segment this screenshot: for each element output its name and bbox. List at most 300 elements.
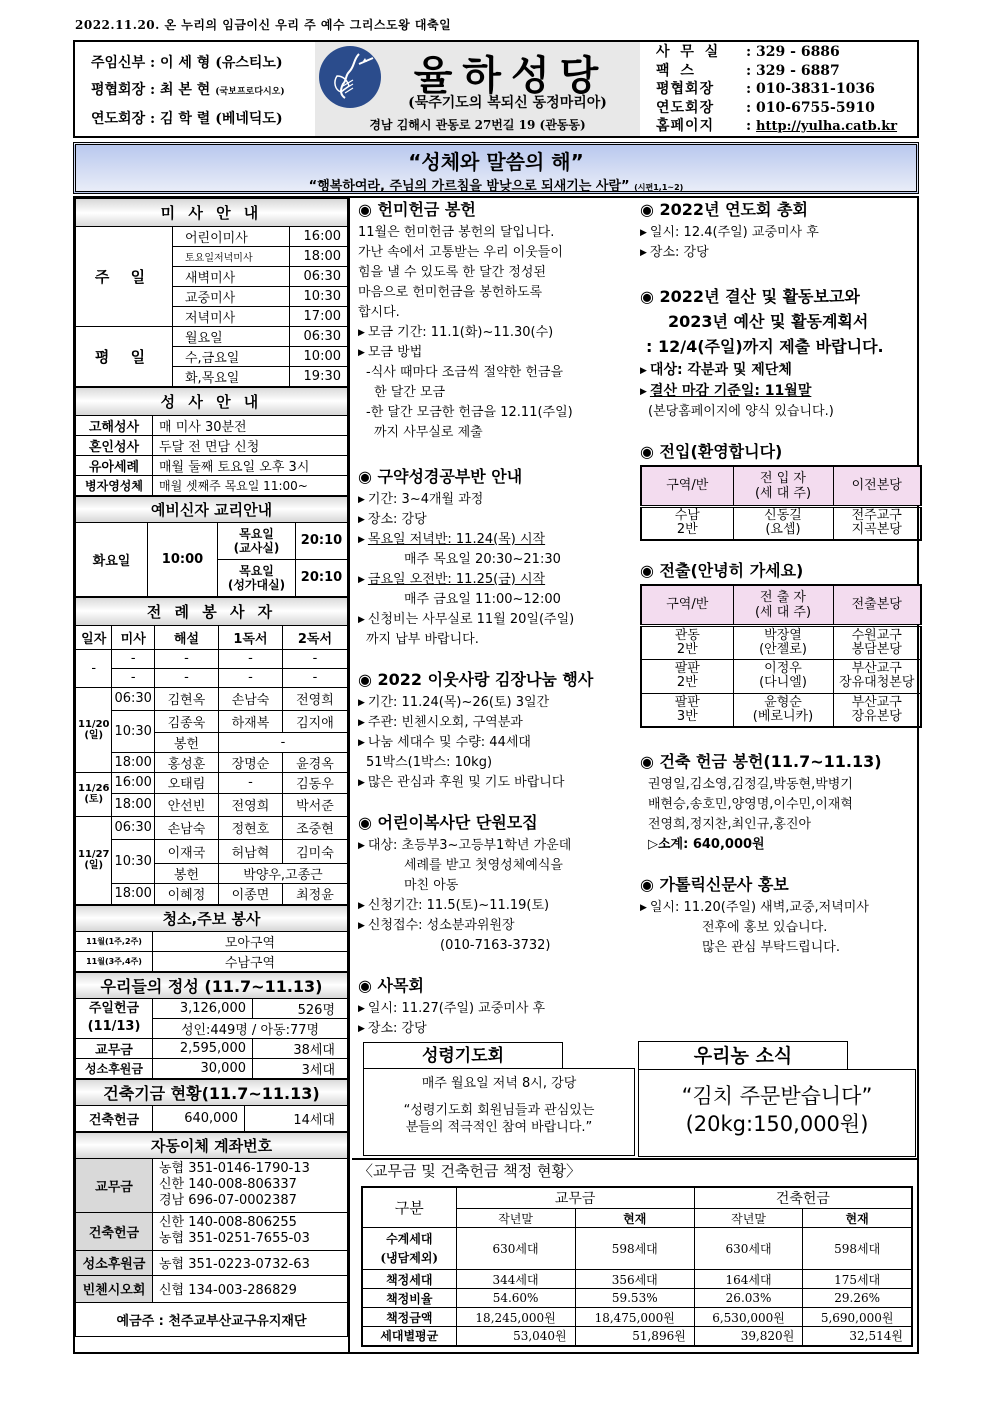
row-label: 책정금액: [362, 1308, 456, 1327]
contact-homepage: [656, 117, 917, 137]
sunday-label: 주 일: [76, 227, 173, 327]
reader1: -: [218, 772, 282, 793]
notice-line: 많은 관심 부탁드립니다.: [702, 940, 840, 955]
table-cell: [833, 506, 921, 540]
parish: 장유대청본당: [839, 675, 915, 690]
mass-schedule-table: [75, 198, 348, 387]
column-header: 작년말: [456, 1209, 575, 1228]
offertory-label: 봉헌: [154, 732, 218, 752]
bullet-text: 장소: 강당: [367, 512, 427, 527]
room-label: (교사실): [233, 540, 280, 555]
account-number: 농협 351-0251-7655-03: [159, 1231, 310, 1246]
reader2: 김지애: [282, 710, 347, 732]
bullet-line: [358, 693, 634, 713]
bullet-text: 모금 기간: 11.1(화)~11.30(수): [367, 325, 554, 340]
parish: 봉담본당: [851, 641, 902, 657]
notice-altar-servers: [358, 811, 634, 956]
parish: 장유본당: [851, 708, 902, 724]
notice-title: ◉ 구약성경공부반 안내: [358, 467, 523, 486]
account-number: 신한 140-008-806255: [159, 1215, 297, 1230]
bullet-icon: ▶: [640, 903, 647, 913]
column-header: 교무금: [456, 1187, 694, 1209]
clergy-list: [75, 42, 315, 136]
bullet-line: [358, 490, 634, 510]
column-header: 건축헌금: [694, 1187, 912, 1209]
value: 18,245,000원: [456, 1308, 575, 1327]
theme-title: “성체와 말씀의 해”: [408, 150, 584, 174]
cell: -: [218, 649, 282, 668]
cell: -: [112, 668, 154, 687]
prayer-invite: “성령기도회 회원님들과 관심있는: [403, 1103, 595, 1118]
notice-pastoral-council: [358, 974, 634, 1039]
column-header: [733, 585, 833, 625]
bullet-text: 신청접수: 성소분과위원장: [367, 918, 515, 933]
cleaning-period: 11월(3주,4주): [76, 951, 153, 971]
cleaning-period: 11월(1주,2주): [76, 931, 153, 951]
mass-time: 10:30: [290, 286, 348, 306]
liturgy-servers-table: [75, 597, 348, 905]
donor-names: 권영일,김소영,김정길,박동현,박병기: [648, 777, 853, 792]
notice-move-in: [640, 440, 915, 541]
bullet-icon: ▶: [358, 718, 365, 728]
group: 2반: [676, 522, 698, 538]
commentator: 손남숙: [154, 816, 218, 839]
reader2: 박서준: [282, 793, 347, 816]
value: 6,530,000원: [694, 1308, 802, 1327]
verse-ref: (시편1,1~2): [634, 183, 684, 192]
contact-value: : 010-3831-1036: [746, 81, 875, 97]
value: 356세대: [575, 1270, 694, 1289]
diocese: 부산교구: [851, 694, 902, 710]
theme-verse: [76, 175, 916, 194]
bullet-text: 금요일 오전반: 11.25(금) 시작: [367, 572, 546, 587]
bullet-text: 기간: 11.24(목)~26(토) 3일간: [367, 695, 550, 710]
parish-name: 율하성당: [413, 53, 609, 99]
bullet-icon: ▶: [640, 366, 647, 376]
bullet-text: 신청비는 사무실로 11월 20일(주일): [367, 612, 575, 627]
notice-line: 까지 납부 바랍니다.: [366, 632, 479, 647]
bullet-line: [358, 510, 634, 530]
value: 598세대: [803, 1228, 912, 1270]
prayer-meeting-tab: 성령기도회: [363, 1042, 563, 1069]
account-number: 신한 140-008-806337: [159, 1177, 297, 1192]
notice-deadline: : 12/4(주일)까지 제출 바랍니다.: [646, 337, 884, 356]
value: 5,690,000원: [803, 1308, 912, 1327]
catechumen-time: 10:00: [148, 522, 218, 596]
offerings-heading: 우리들의 정성 (11.7~11.13): [76, 972, 348, 998]
contact-label: 연도회장: [656, 99, 715, 116]
mass-name: 어린이미사: [173, 227, 290, 247]
date-cell: [76, 772, 112, 816]
cleaning-table: [75, 905, 348, 972]
offering-name: 성소후원금: [76, 1058, 153, 1078]
notice-kimchi-event: [358, 668, 634, 793]
mass-time: 16:00: [112, 772, 154, 793]
servers-heading: 전 례 봉 사 자: [76, 597, 348, 625]
notice-line: 합시다.: [358, 305, 400, 320]
column-header: 현재: [575, 1209, 694, 1228]
area: 팔판: [674, 694, 700, 710]
notice-title: ◉ 전출(안녕히 가세요): [640, 561, 804, 580]
value: 32,514원: [803, 1327, 912, 1346]
row-label: 책정비율: [362, 1289, 456, 1308]
table-cell: [641, 506, 733, 540]
commentator: 김종욱: [154, 710, 218, 732]
value: 26.03%: [694, 1289, 802, 1308]
mass-name: 교중미사: [173, 286, 290, 306]
column-header: 현재: [803, 1209, 912, 1228]
contact-council: [656, 80, 917, 99]
sunday-offering-label: [76, 998, 153, 1038]
sacrament-desc: 매월 셋째주 목요일 11:00~: [153, 475, 348, 495]
accounts-heading: 자동이체 계좌번호: [76, 1132, 348, 1158]
mass-name: 화,목요일: [173, 366, 290, 386]
count: 526명: [253, 998, 348, 1018]
mass-time: 17:00: [290, 306, 348, 326]
move-out-table: [640, 584, 922, 728]
value: 164세대: [694, 1270, 802, 1289]
offering-name: 교무금: [76, 1038, 153, 1058]
building-fund-heading: 건축기금 현황(11.7~11.13): [76, 1079, 348, 1105]
area: 팔판: [674, 661, 700, 676]
bullet-line: [358, 530, 634, 550]
baptismal-name: (베로니카): [752, 708, 814, 724]
bullet-text: 나눔 세대수 및 수량: 44세대: [367, 735, 531, 750]
bullet-text: 모금 방법: [367, 345, 423, 360]
notice-line: -한 달간 모금한 헌금을 12.11(주일): [366, 405, 573, 420]
pastor: [91, 50, 315, 77]
notice-line: 힘을 낼 수 있도록 한 달간 정성된: [358, 265, 547, 280]
notice-line: 마친 아동: [404, 878, 459, 893]
amount: 640,000: [153, 1105, 245, 1131]
row-label: [362, 1228, 456, 1270]
notice-poor-offering: [358, 198, 634, 443]
count: 3세대: [253, 1058, 348, 1078]
row-label: 세대별평균: [362, 1327, 456, 1346]
catechumen-table: [75, 496, 348, 597]
mass-time: 10:00: [290, 346, 348, 366]
area: 수남: [674, 508, 700, 524]
bullet-icon: ▶: [358, 921, 365, 931]
bullet-line: [640, 223, 915, 243]
reader2: 김동우: [282, 772, 347, 793]
group: 2반: [676, 641, 698, 657]
date: 11/26: [78, 783, 110, 794]
bullet-line: [358, 773, 634, 793]
weekday-label: 평 일: [76, 326, 173, 386]
pastor-name: 주임신부 : 이 세 형: [91, 55, 211, 71]
notice-title: ◉ 건축 헌금 봉헌(11.7~11.13): [640, 752, 882, 771]
farm-headline: “김치 주문받습니다”: [681, 1084, 873, 1108]
bullet-icon: ▶: [640, 248, 647, 258]
account-number: 농협 351-0223-0732-63: [153, 1250, 348, 1275]
notice-title: ◉ 헌미헌금 봉헌: [358, 200, 476, 219]
cell: -: [112, 649, 154, 668]
bullet-icon: ▶: [358, 575, 365, 585]
contact-value: :: [746, 118, 757, 134]
value: 175세대: [803, 1270, 912, 1289]
mass-time: 18:00: [290, 247, 348, 267]
notice-line: 매주 목요일 20:30~21:30: [404, 552, 561, 567]
notice-title: ◉ 2022년 결산 및 활동보고와: [640, 287, 860, 306]
notice-bible-study: [358, 465, 634, 650]
catechumen-heading: 예비신자 교리안내: [76, 496, 348, 522]
bullet-text: 대상: 초등부3~고등부1학년 가운데: [367, 838, 572, 853]
column-header: 구분: [362, 1187, 456, 1228]
catechumen-time: 20:10: [296, 522, 348, 559]
notice-annual-report: [640, 285, 915, 422]
date: 11/27: [78, 849, 110, 860]
count: 38세대: [253, 1038, 348, 1058]
bullet-text: 주관: 빈첸시오회, 구역분과: [367, 715, 523, 730]
bullet-icon: ▶: [358, 738, 365, 748]
catechumen-day3: [218, 559, 296, 596]
value: 18,475,000원: [575, 1308, 694, 1327]
bullet-line: [358, 999, 634, 1019]
mass-heading: 미 사 안 내: [76, 199, 348, 227]
notice-line: 까지 사무실로 제출: [374, 425, 483, 440]
contact-value: : 329 - 6887: [746, 62, 840, 79]
row-label: 책정세대: [362, 1270, 456, 1289]
cell: -: [154, 649, 218, 668]
bullet-icon: ▶: [358, 841, 365, 851]
reader2: 김미숙: [282, 839, 347, 863]
notice-title: ◉ 2022 이웃사랑 김장나눔 행사: [358, 670, 594, 689]
reader1: 장명순: [218, 752, 282, 772]
reader1: 전영희: [218, 793, 282, 816]
cell: -: [282, 668, 347, 687]
column-header: 일자: [76, 625, 112, 649]
bullet-line: [358, 570, 634, 590]
homepage-link[interactable]: http://yulha.catb.kr: [756, 119, 898, 134]
notice-title: ◉ 사목회: [358, 976, 424, 995]
account-type: 성소후원금: [76, 1250, 153, 1275]
bullet-line: [358, 896, 634, 916]
commentator: 이재국: [154, 839, 218, 863]
account-holder: 예금주 : 천주교부산교구유지재단: [76, 1302, 348, 1336]
header-line: (세 대 주): [754, 604, 812, 620]
yeondo-president-baptismal: (베네딕도): [215, 111, 283, 127]
catechumen-day2: [218, 522, 296, 559]
person-name: 윤형순: [764, 694, 802, 710]
table-cell: [733, 693, 833, 727]
amount: 30,000: [153, 1058, 253, 1078]
table-cell: [733, 506, 833, 540]
parish-logo-icon: [319, 46, 381, 108]
reader1: 이종면: [218, 883, 282, 904]
bullet-icon: ▶: [640, 228, 647, 238]
notice-general-meeting: [640, 198, 915, 263]
notice-line: 마음으로 헌미헌금을 봉헌하도록: [358, 285, 543, 300]
baptismal-name: (다니엘): [759, 675, 807, 690]
council-president: [91, 77, 315, 106]
table-cell: [833, 659, 921, 693]
bullet-line: [358, 323, 634, 343]
bullet-icon: ▶: [358, 1004, 365, 1014]
value: 344세대: [456, 1270, 575, 1289]
value: 630세대: [456, 1228, 575, 1270]
commentator: 이혜정: [154, 883, 218, 904]
sacraments-table: [75, 387, 348, 496]
bullet-icon: ▶: [358, 348, 365, 358]
bullet-text: 일시: 11.27(주일) 교중미사 후: [367, 1001, 546, 1016]
bullet-line: [358, 733, 634, 753]
person-name: 박장열: [764, 627, 802, 643]
label-line: (냉담제외): [380, 1250, 439, 1265]
table-cell: [641, 659, 733, 693]
reader1: 손남숙: [218, 687, 282, 710]
sacrament-name: 유아세례: [76, 455, 153, 475]
year-theme-banner: [73, 142, 919, 194]
mass-time: 18:00: [112, 793, 154, 816]
header-line: 전 출 자: [760, 589, 806, 605]
council-president-baptismal: (국보프로다시오): [215, 87, 285, 97]
commentator: 오태림: [154, 772, 218, 793]
mass-time: 10:30: [112, 839, 154, 883]
notice-title-line2: 2023년 예산 및 활동계획서: [668, 312, 869, 331]
sacrament-name: 병자영성체: [76, 475, 153, 495]
sacrament-desc: 두달 전 면담 신청: [153, 435, 348, 455]
contact-list: [640, 42, 917, 136]
value: 39,820원: [694, 1327, 802, 1346]
mass-time: 10:30: [112, 710, 154, 752]
value: 29.26%: [803, 1289, 912, 1308]
table-cell: [833, 693, 921, 727]
sacrament-desc: 매월 둘째 토요일 오후 3시: [153, 455, 348, 475]
middle-column: [358, 198, 634, 1039]
column-header: 2독서: [282, 625, 347, 649]
contact-value: : 010-6755-5910: [746, 99, 875, 116]
notice-line: 한 달간 모금: [374, 385, 446, 400]
column-header: [733, 466, 833, 506]
header-line: 전 입 자: [760, 470, 806, 486]
contact-label: 팩 스: [656, 62, 697, 79]
header-line: (세 대 주): [754, 485, 812, 501]
dues-table-title: 〈교무금 및 건축헌금 책정 현황〉: [358, 1162, 581, 1180]
group: 2반: [676, 675, 698, 690]
bullet-icon: ▶: [358, 535, 365, 545]
commentator: 안선빈: [154, 793, 218, 816]
building-fund-table: [75, 1079, 348, 1132]
column-header: 1독서: [218, 625, 282, 649]
cleaning-heading: 청소,주보 봉사: [76, 905, 348, 931]
yeondo-president: [91, 106, 315, 133]
accounts-table: [75, 1132, 348, 1337]
contact-label: 사 무 실: [656, 44, 722, 60]
date-feast-line: 2022.11.20. 온 누리의 임금이신 우리 주 예수 그리스도왕 대축일: [75, 18, 452, 32]
reader2: 윤경옥: [282, 752, 347, 772]
bullet-line: [640, 898, 915, 918]
contact-value: : 329 - 6886: [746, 44, 840, 60]
label: 주일헌금: [88, 1001, 140, 1016]
bullet-icon: ▶: [640, 387, 647, 397]
mass-time: 06:30: [112, 687, 154, 710]
bullet-text: 장소: 강당: [367, 1021, 427, 1036]
bulletin-header: [73, 40, 919, 138]
account-number: 농협 351-0146-1790-13: [159, 1161, 310, 1176]
mass-time: 18:00: [112, 752, 154, 772]
bullet-text: 일시: 12.4(주일) 교중미사 후: [649, 225, 819, 240]
account-numbers: [153, 1158, 348, 1212]
bullet-line: [358, 1019, 634, 1039]
prayer-invite: 분들의 적극적인 참여 바랍니다.”: [405, 1120, 593, 1135]
mass-time: 19:30: [290, 366, 348, 386]
date: (11/13): [87, 1019, 141, 1034]
bullet-icon: ▶: [358, 698, 365, 708]
contact-yeondo: [656, 99, 917, 118]
offertory-label: 봉헌: [154, 863, 218, 883]
table-cell: [733, 625, 833, 659]
farm-news-tab: 우리농 소식: [638, 1041, 848, 1070]
count: 14세대: [245, 1105, 348, 1131]
cell: -: [282, 649, 347, 668]
notice-line: 세례를 받고 첫영성체예식을: [404, 858, 563, 873]
area: 관동: [674, 627, 700, 643]
left-column: [75, 198, 350, 1352]
value: 630세대: [694, 1228, 802, 1270]
offertory-names: -: [218, 732, 347, 752]
reader2: 최정윤: [282, 883, 347, 904]
reader1: 정현호: [218, 816, 282, 839]
notice-title: ◉ 가톨릭신문사 홍보: [640, 875, 789, 894]
contact-office: [656, 43, 917, 62]
bullet-text: 목요일 저녁반: 11.24(목) 시작: [367, 532, 546, 547]
value: 54.60%: [456, 1289, 575, 1308]
table-cell: [641, 693, 733, 727]
parish-patron: (묵주기도의 복되신 동정마리아): [408, 95, 607, 111]
bullet-text: 결산 마감 기준일: 11월말: [649, 383, 812, 399]
reader2: 전영희: [282, 687, 347, 710]
diocese: 전주교구: [851, 508, 902, 524]
notice-move-out: [640, 559, 915, 728]
mass-name: 월요일: [173, 326, 290, 346]
date-cell: -: [76, 649, 112, 687]
bullet-text: 일시: 11.20(주일) 새벽,교중,저녁미사: [649, 900, 869, 915]
bullet-line: [358, 836, 634, 856]
yeondo-president-name: 연도회장 : 김 학 렬: [91, 111, 211, 127]
bullet-text: 신청기간: 11.5(토)~11.19(토): [367, 898, 550, 913]
contact-fax: [656, 62, 917, 81]
notice-line: -식사 때마다 조금씩 절약한 헌금을: [366, 365, 564, 380]
contact-label: 홈페이지: [656, 118, 715, 134]
date: 11/20: [78, 718, 110, 730]
move-in-table: [640, 465, 922, 541]
value: 59.53%: [575, 1289, 694, 1308]
notice-line: (010-7163-3732): [440, 938, 551, 953]
sacrament-desc: 매 미사 30분전: [153, 415, 348, 435]
offertory-names: 박양우,고종근: [218, 863, 347, 883]
reader1: 하재복: [218, 710, 282, 732]
table-cell: [733, 659, 833, 693]
council-president-name: 평협회장 : 최 본 현: [91, 82, 211, 98]
bullet-line: [358, 610, 634, 630]
column-header: 해설: [154, 625, 218, 649]
baptismal-name: (요셉): [765, 522, 801, 538]
value: 598세대: [575, 1228, 694, 1270]
main-content: [73, 196, 919, 1354]
diocese: 수원교구: [851, 627, 902, 643]
column-header: 구역/반: [641, 466, 733, 506]
fund-name: 건축헌금: [76, 1105, 153, 1131]
column-header: 전출본당: [833, 585, 921, 625]
mass-name: 수,금요일: [173, 346, 290, 366]
column-header: 미사: [112, 625, 154, 649]
mass-name: 토요일저녁미사: [173, 247, 290, 267]
attendance-breakdown: 성인:449명 / 아동:77명: [153, 1018, 348, 1038]
bullet-line: [640, 381, 915, 402]
donor-total: ▷소계: 640,000원: [648, 837, 765, 852]
notice-title: ◉ 전입(환영합니다): [640, 442, 783, 461]
